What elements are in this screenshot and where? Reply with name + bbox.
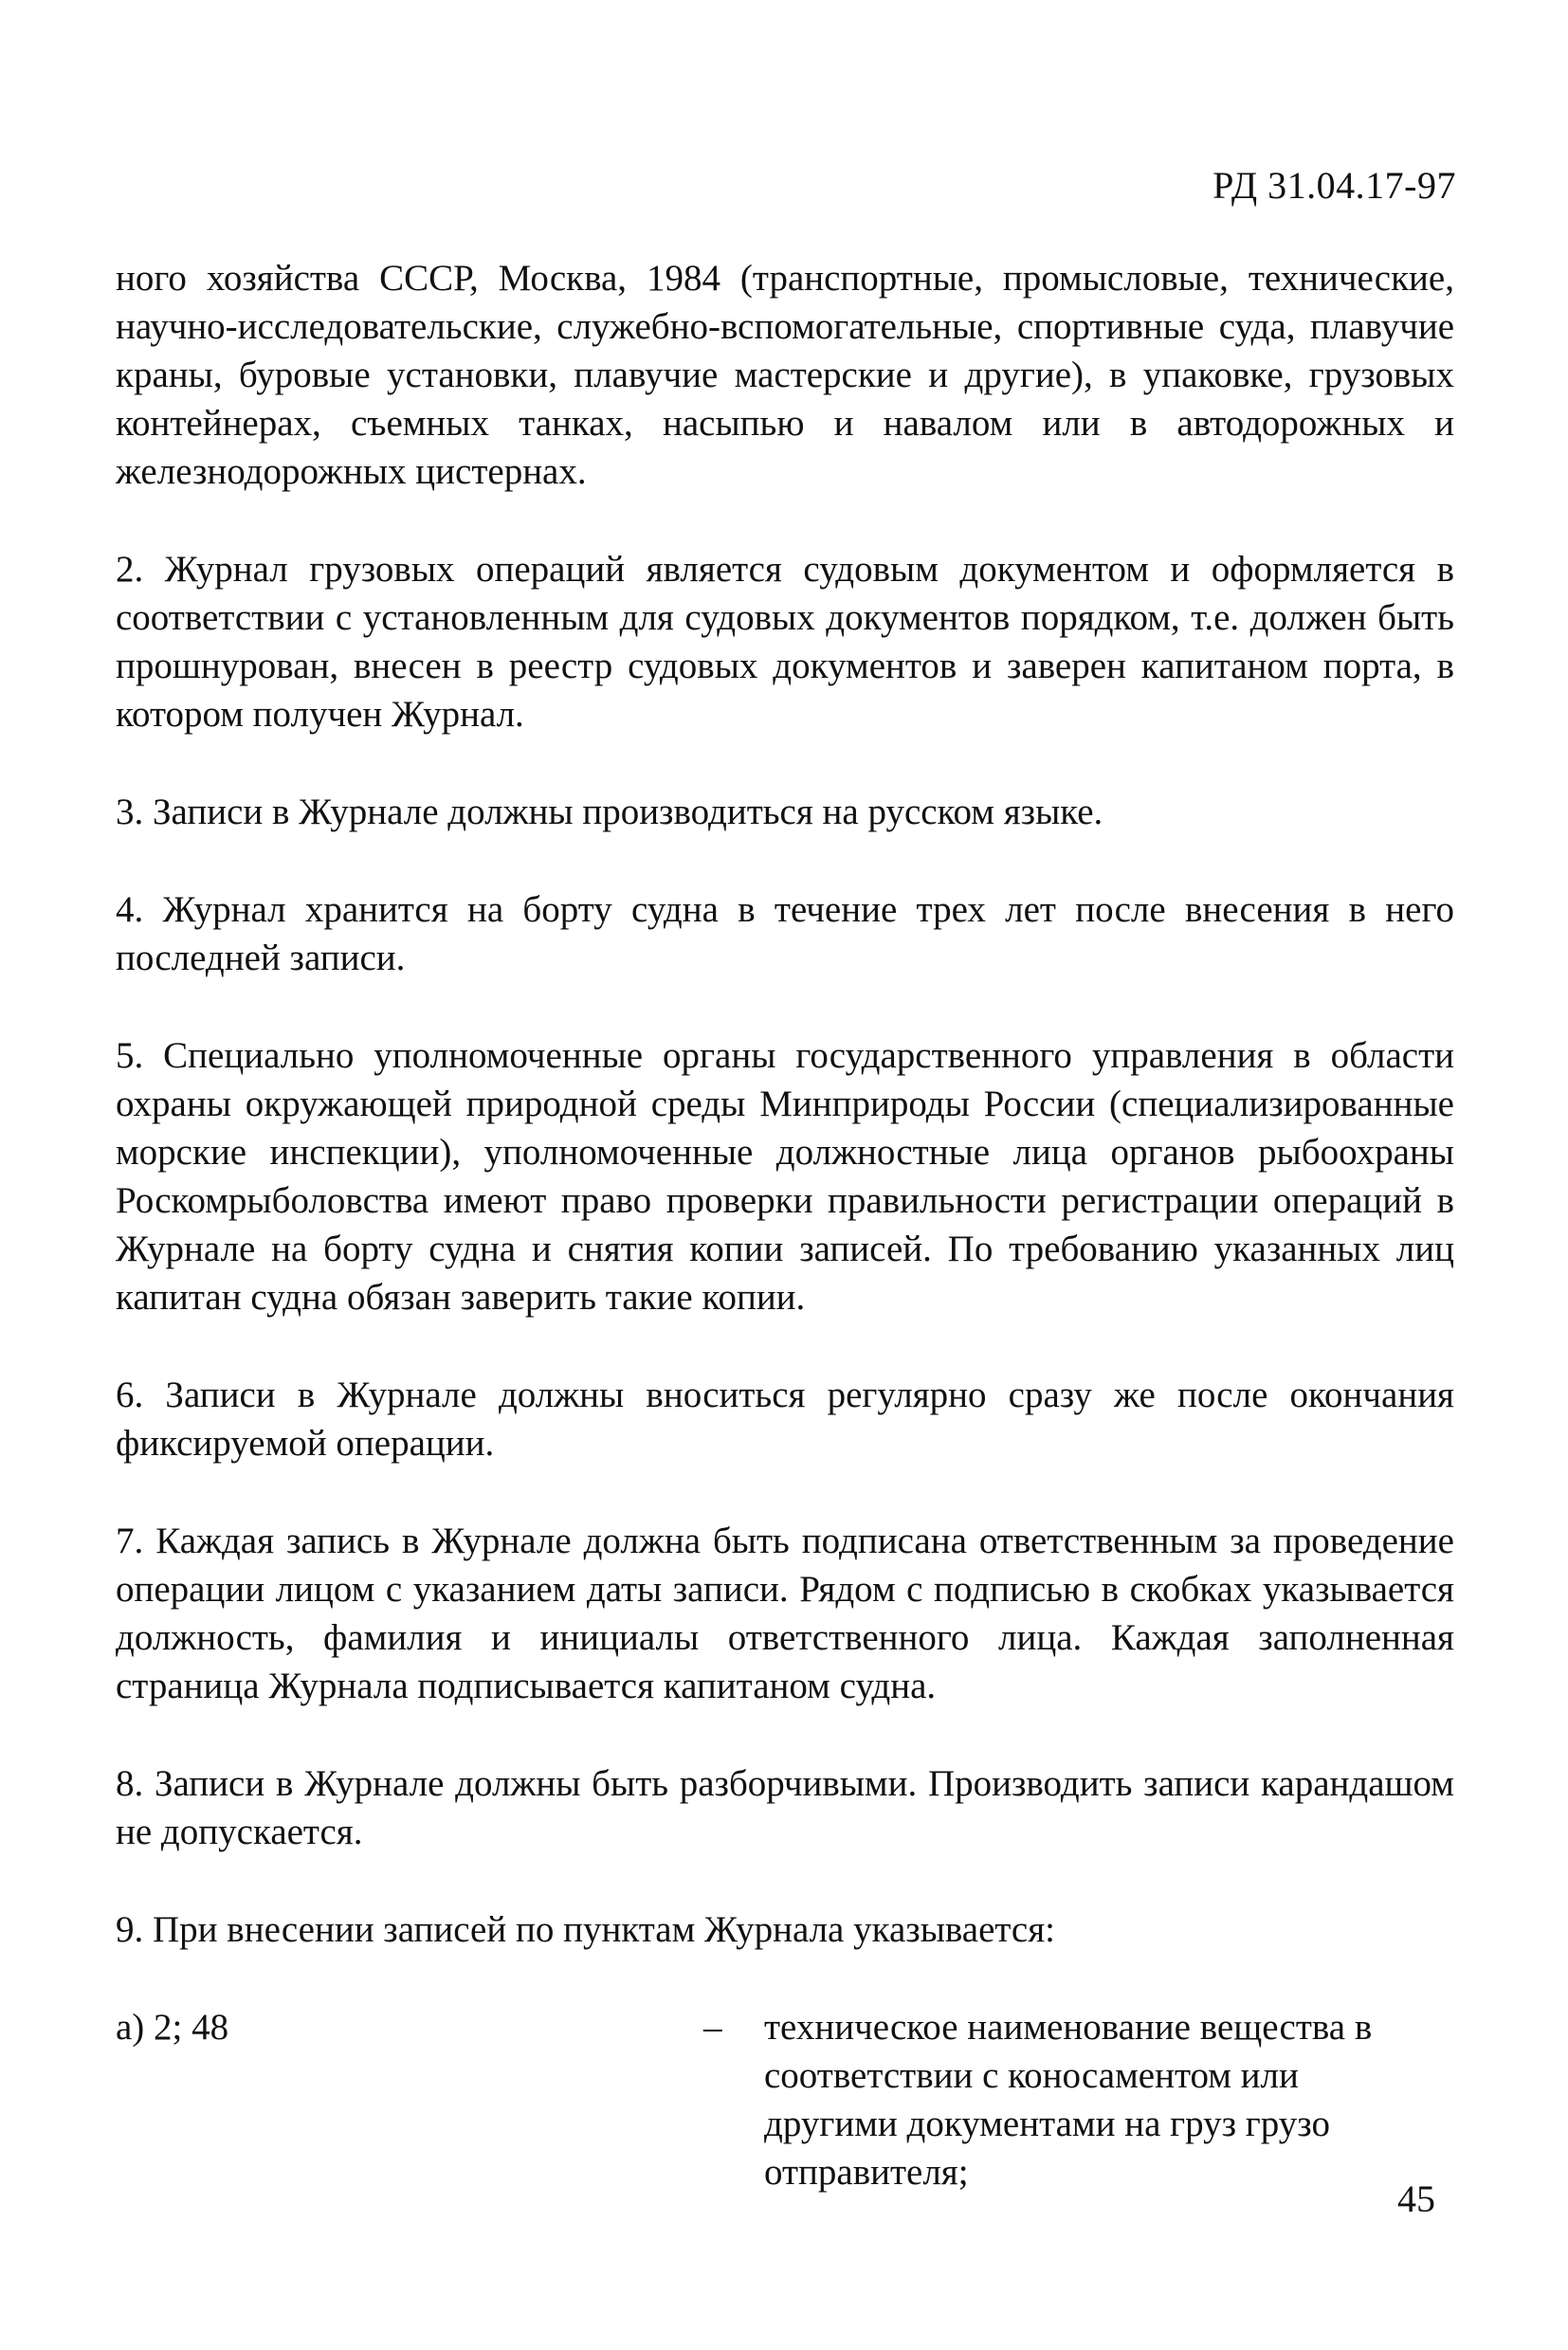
definition-item-a: [116, 2003, 1454, 2196]
definition-dash: –: [703, 2007, 722, 2048]
paragraph-6: 6. Записи в Журнале должны вноситься регулярно сразу же после окончания фиксируемой операции.: [116, 1375, 1454, 1464]
definition-key: а) 2; 48: [116, 2007, 229, 2048]
definition-text: техническое наименование вещества в соответствии с коносаментом или другими документами на груз грузо отправителя;: [764, 2007, 1373, 2193]
page-number: 45: [1397, 2177, 1435, 2220]
paragraph-continuation: ного хозяйства СССР, Москва, 1984 (транспортные, промысловые, технические, научно-исследовательские, служебно-вспомогательные, спортивные суда, плавучие краны, буровые установки, плавучие мастерские и другие), в упаковке, грузовых контейнерах, съемных танках, насыпью и навалом или в автодорожных и железнодорожных цистернах.: [116, 258, 1454, 492]
document-body: [116, 254, 1454, 2196]
paragraph-5: 5. Специально уполномоченные органы государственного управления в области охраны окружающей природной среды Минприроды России (специализированные морские инспекции), уполномоченные должностные лица органов рыбоохраны Роскомрыболовства имеют право проверки правильности регистрации операций в Журнале на борту судна и снятия копии записей. По требованию указанных лиц капитан судна обязан заверить такие копии.: [116, 1035, 1454, 1318]
paragraph-9: 9. При внесении записей по пунктам Журнала указывается:: [116, 1909, 1056, 1950]
paragraph-2: 2. Журнал грузовых операций является судовым документом и оформляется в соответствии с установленным для судовых документов порядком, т.е. должен быть прошнурован, внесен в реестр судовых документов и заверен капитаном порта, в котором получен Журнал.: [116, 549, 1454, 735]
paragraph-8: 8. Записи в Журнале должны быть разборчивыми. Производить записи карандашом не допускается.: [116, 1763, 1454, 1852]
paragraph-7: 7. Каждая запись в Журнале должна быть подписана ответственным за проведение операции лицом с указанием даты записи. Рядом с подписью в скобках указывается должность, фамилия и инициалы ответственного лица. Каждая заполненная страница Журнала подписывается капитаном судна.: [116, 1521, 1454, 1706]
document-code-header: РД 31.04.17-97: [1212, 164, 1456, 207]
paragraph-3: 3. Записи в Журнале должны производиться на русском языке.: [116, 792, 1103, 832]
paragraph-4: 4. Журнал хранится на борту судна в течение трех лет после внесения в него последней записи.: [116, 889, 1454, 978]
